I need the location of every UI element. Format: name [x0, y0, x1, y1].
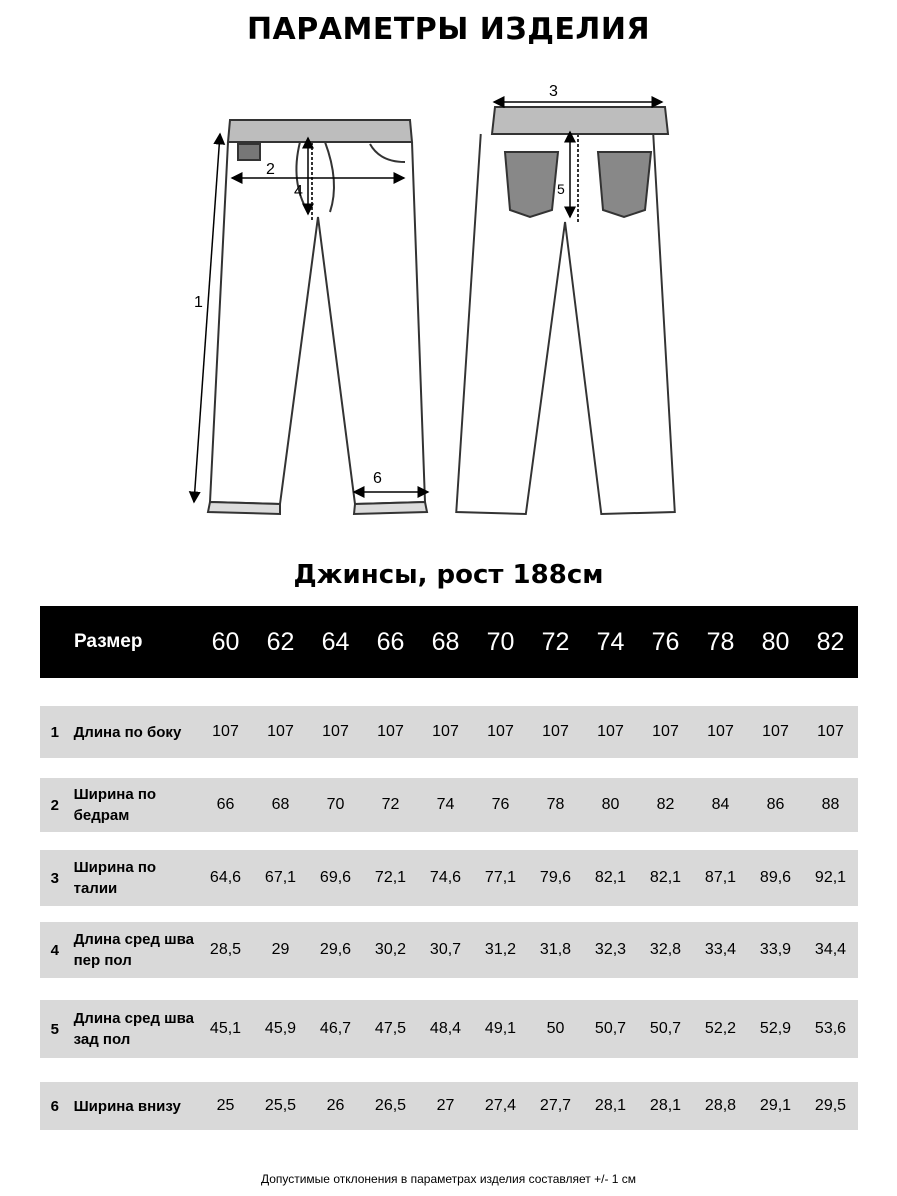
measure-label-4: 4	[294, 183, 303, 200]
size-cell: 60	[211, 627, 240, 656]
size-cell: 78	[706, 627, 735, 656]
measure-label-3: 3	[549, 83, 558, 100]
value-cell: 77,1	[484, 869, 517, 886]
value-cell: 32,3	[594, 941, 627, 958]
row-number: 4	[50, 941, 59, 959]
value-cell: 31,2	[484, 941, 517, 958]
value-cell: 107	[377, 723, 404, 740]
value-cell: 33,9	[759, 941, 792, 958]
row-number: 2	[50, 796, 59, 814]
value-cell: 74	[436, 796, 455, 813]
value-cell: 47,5	[374, 1020, 407, 1037]
size-header-label: Размер	[74, 631, 143, 652]
row-values	[198, 723, 858, 741]
value-cell: 32,8	[649, 941, 682, 958]
measure-label-2: 2	[266, 161, 275, 178]
value-cell: 27,4	[484, 1097, 517, 1114]
value-cell: 87,1	[704, 869, 737, 886]
value-cell: 69,6	[319, 869, 352, 886]
value-cell: 82,1	[594, 869, 627, 886]
table-row	[40, 850, 858, 906]
value-cell: 28,5	[209, 941, 242, 958]
value-cell: 29,5	[814, 1097, 847, 1114]
table-row	[40, 1000, 858, 1058]
front-jeans-drawing	[208, 120, 427, 514]
value-cell: 107	[267, 723, 294, 740]
value-cell: 27,7	[539, 1097, 572, 1114]
value-cell: 31,8	[539, 941, 572, 958]
tolerance-note: Допустимые отклонения в параметрах изделия составляет +/- 1 см	[260, 1172, 637, 1186]
size-cell: 74	[596, 627, 625, 656]
product-subtitle: Джинсы, рост 188см	[293, 560, 604, 590]
value-cell: 50	[546, 1020, 565, 1037]
value-cell: 45,9	[264, 1020, 297, 1037]
size-cell: 82	[816, 627, 845, 656]
value-cell: 53,6	[814, 1020, 847, 1037]
value-cell: 25,5	[264, 1097, 297, 1114]
value-cell: 30,7	[429, 941, 462, 958]
value-cell: 72	[381, 796, 400, 813]
table-row	[40, 922, 858, 978]
value-cell: 48,4	[429, 1020, 462, 1037]
row-label: Ширина внизу	[73, 1097, 181, 1115]
value-cell: 107	[762, 723, 789, 740]
value-cell: 107	[707, 723, 734, 740]
value-cell: 80	[601, 796, 620, 813]
value-cell: 25	[216, 1097, 235, 1114]
value-cell: 26,5	[374, 1097, 407, 1114]
size-cell: 62	[266, 627, 295, 656]
value-cell: 107	[817, 723, 844, 740]
value-cell: 86	[766, 796, 785, 813]
value-cell: 78	[546, 796, 565, 813]
value-cell: 28,1	[594, 1097, 627, 1114]
value-cell: 49,1	[484, 1020, 517, 1037]
row-label: Длина сред шва зад пол	[73, 1010, 195, 1048]
row-number: 5	[50, 1020, 59, 1038]
value-cell: 72,1	[374, 869, 407, 886]
size-cell: 66	[376, 627, 405, 656]
row-values	[198, 796, 858, 814]
size-cell: 76	[651, 627, 680, 656]
value-cell: 88	[821, 796, 840, 813]
size-cell: 80	[761, 627, 790, 656]
value-cell: 82,1	[649, 869, 682, 886]
value-cell: 89,6	[759, 869, 792, 886]
row-values	[198, 1020, 858, 1038]
jeans-diagram	[180, 82, 680, 522]
value-cell: 66	[216, 796, 235, 813]
value-cell: 45,1	[209, 1020, 242, 1037]
page-title: ПАРАМЕТРЫ ИЗДЕЛИЯ	[246, 12, 651, 47]
value-cell: 107	[652, 723, 679, 740]
size-table-header	[40, 606, 858, 678]
value-cell: 107	[542, 723, 569, 740]
value-cell: 107	[487, 723, 514, 740]
row-number: 1	[50, 723, 59, 741]
value-cell: 70	[326, 796, 345, 813]
value-cell: 79,6	[539, 869, 572, 886]
value-cell: 68	[271, 796, 290, 813]
value-cell: 29,1	[759, 1097, 792, 1114]
back-jeans-drawing	[456, 107, 675, 514]
size-cell: 72	[541, 627, 570, 656]
value-cell: 28,1	[649, 1097, 682, 1114]
value-cell: 67,1	[264, 869, 297, 886]
size-cell: 70	[486, 627, 515, 656]
table-row	[40, 1082, 858, 1130]
value-cell: 107	[432, 723, 459, 740]
row-label: Ширина по бедрам	[73, 786, 157, 824]
value-cell: 33,4	[704, 941, 737, 958]
size-cell: 64	[321, 627, 350, 656]
value-cell: 28,8	[704, 1097, 737, 1114]
table-row	[40, 706, 858, 758]
value-cell: 52,2	[704, 1020, 737, 1037]
value-cell: 107	[212, 723, 239, 740]
value-cell: 34,4	[814, 941, 847, 958]
value-cell: 107	[597, 723, 624, 740]
value-cell: 107	[322, 723, 349, 740]
table-row	[40, 778, 858, 832]
value-cell: 50,7	[594, 1020, 627, 1037]
measure-label-5: 5	[557, 181, 565, 197]
size-cell: 68	[431, 627, 460, 656]
value-cell: 92,1	[814, 869, 847, 886]
value-cell: 50,7	[649, 1020, 682, 1037]
size-header-values	[198, 628, 858, 657]
row-number: 6	[50, 1097, 59, 1115]
row-values	[198, 1097, 858, 1115]
row-label: Длина сред шва пер пол	[73, 931, 195, 969]
value-cell: 82	[656, 796, 675, 813]
value-cell: 64,6	[209, 869, 242, 886]
value-cell: 26	[326, 1097, 345, 1114]
measure-label-1: 1	[194, 294, 203, 311]
row-number: 3	[50, 869, 59, 887]
value-cell: 84	[711, 796, 730, 813]
value-cell: 29,6	[319, 941, 352, 958]
measure-label-6: 6	[373, 470, 382, 487]
row-values	[198, 869, 858, 887]
value-cell: 76	[491, 796, 510, 813]
value-cell: 46,7	[319, 1020, 352, 1037]
row-values	[198, 941, 858, 959]
row-label: Длина по боку	[73, 723, 182, 741]
value-cell: 74,6	[429, 869, 462, 886]
value-cell: 29	[271, 941, 290, 958]
row-label: Ширина по талии	[73, 859, 157, 897]
value-cell: 30,2	[374, 941, 407, 958]
value-cell: 52,9	[759, 1020, 792, 1037]
value-cell: 27	[436, 1097, 455, 1114]
